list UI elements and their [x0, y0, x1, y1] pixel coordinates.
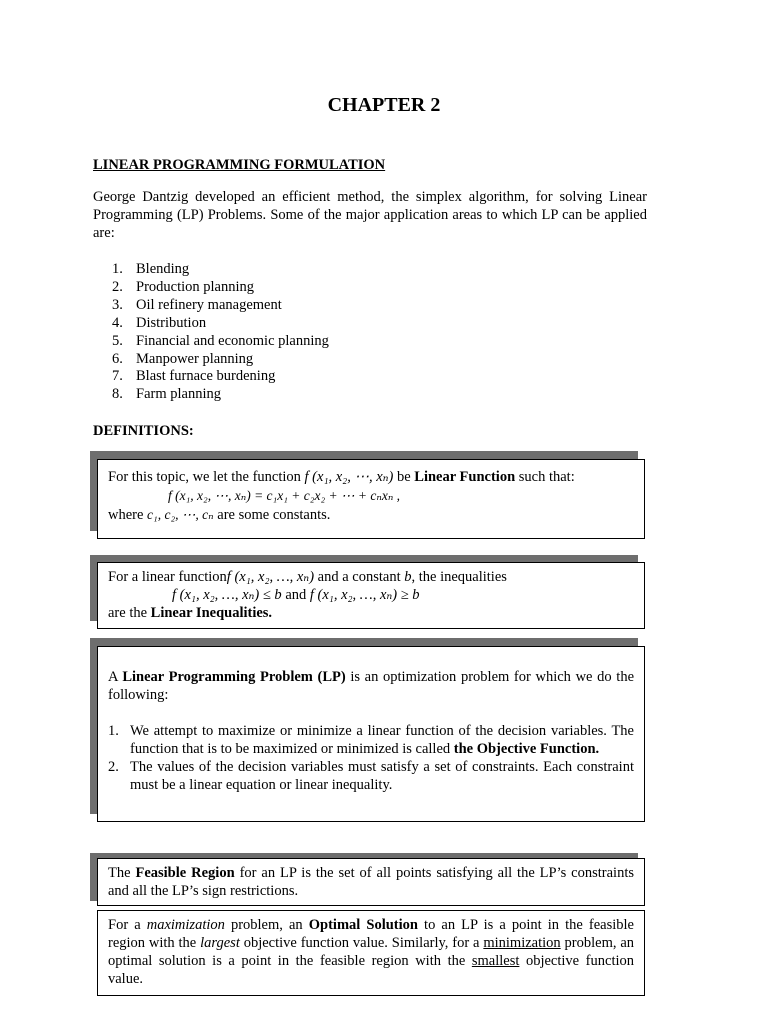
- linear-function-definition-box: [97, 459, 645, 539]
- definition-line: where c₁, c₂, ⋯, cₙ are some constants.: [108, 507, 331, 523]
- term-lp: Linear Programming Problem (LP): [122, 669, 346, 685]
- list-label: Blast furnace burdening: [136, 368, 276, 385]
- list-item: [112, 386, 329, 404]
- list-number: 2.: [112, 278, 123, 295]
- list-item: 1. We attempt to maximize or minimize a linear function of the decision variables. The function that is to be maximized or minimized is called the Objective Function.: [108, 723, 634, 757]
- list-item: [112, 279, 329, 297]
- list-label: Financial and economic planning: [136, 332, 329, 349]
- lp-definition-paragraph: A Linear Programming Problem (LP) is an optimization problem for which we do the following:: [108, 669, 635, 703]
- chapter-title: CHAPTER 2: [327, 94, 441, 116]
- definitions-heading: DEFINITIONS:: [93, 423, 194, 439]
- list-label: Farm planning: [136, 386, 221, 403]
- list-number: 8.: [112, 386, 123, 403]
- math-expression: f (x₁, x₂, ⋯, xₙ): [304, 469, 394, 485]
- list-item: [112, 315, 329, 333]
- list-item: 2. The values of the decision variables must satisfy a set of constraints. Each constraint must be a linear equation or linear inequality.: [108, 759, 634, 793]
- math-expression: f (x₁, x₂, …, xₙ): [226, 569, 315, 585]
- list-item: [112, 333, 329, 351]
- term-objective-function: the Objective Function.: [453, 741, 600, 757]
- intro-paragraph: George Dantzig developed an efficient method, the simplex algorithm, for solving Linear Programming (LP) Problems. Some of the major application areas to which LP can be applied are:: [93, 189, 647, 241]
- linear-function-formula: f (x₁, x₂, ⋯, xₙ) = c₁x₁ + c₂x₂ + ⋯ + cₙxₙ ,: [168, 488, 401, 503]
- list-item: [112, 261, 329, 279]
- list-label: Production planning: [136, 278, 255, 295]
- definition-line: For this topic, we let the function f (x₁, x₂, ⋯, xₙ) be Linear Function such that:: [108, 469, 575, 485]
- term-feasible-region: Feasible Region: [135, 865, 235, 881]
- list-label: Distribution: [136, 314, 207, 331]
- list-item: [112, 368, 329, 386]
- inequalities-formula: f (x₁, x₂, …, xₙ) ≤ b and f (x₁, x₂, …, xₙ) ≥ b: [172, 587, 420, 603]
- definition-line: For a linear functionf (x₁, x₂, …, xₙ) and a constant b, the inequalities: [108, 569, 507, 585]
- list-item: [112, 297, 329, 315]
- math-expression: c₁, c₂, ⋯, cₙ: [147, 507, 214, 522]
- list-number: 5.: [112, 332, 123, 349]
- list-label: Oil refinery management: [136, 296, 282, 313]
- feasible-region-definition-box: [97, 858, 645, 906]
- lp-conditions-list: [108, 722, 634, 794]
- lp-definition-box: [97, 646, 645, 822]
- list-number: 1.: [112, 261, 123, 277]
- list-number: 7.: [112, 368, 123, 385]
- list-item: [112, 351, 329, 369]
- list-label: Blending: [136, 261, 190, 277]
- applications-list: [112, 261, 329, 404]
- definition-line: are the Linear Inequalities.: [108, 605, 273, 621]
- term-optimal-solution: Optimal Solution: [308, 917, 418, 933]
- linear-inequalities-definition-box: [97, 562, 645, 629]
- list-number: 6.: [112, 350, 123, 367]
- section-title: LINEAR PROGRAMMING FORMULATION: [93, 157, 386, 173]
- term-linear-function: Linear Function: [414, 469, 516, 485]
- list-label: Manpower planning: [136, 350, 254, 367]
- optimal-solution-paragraph: For a maximization problem, an Optimal Solution to an LP is a point in the feasible region with the largest objective function value. Similarly, for a minimization problem, an optimal solution is a point in the feasible region with the smallest objective function value.: [108, 917, 635, 987]
- term-linear-inequalities: Linear Inequalities.: [150, 605, 273, 621]
- list-number: 4.: [112, 314, 123, 331]
- optimal-solution-definition-box: [97, 910, 645, 996]
- list-number: 3.: [112, 296, 123, 313]
- feasible-region-paragraph: The Feasible Region for an LP is the set of all points satisfying all the LP’s constraints and all the LP’s sign restrictions.: [108, 865, 635, 899]
